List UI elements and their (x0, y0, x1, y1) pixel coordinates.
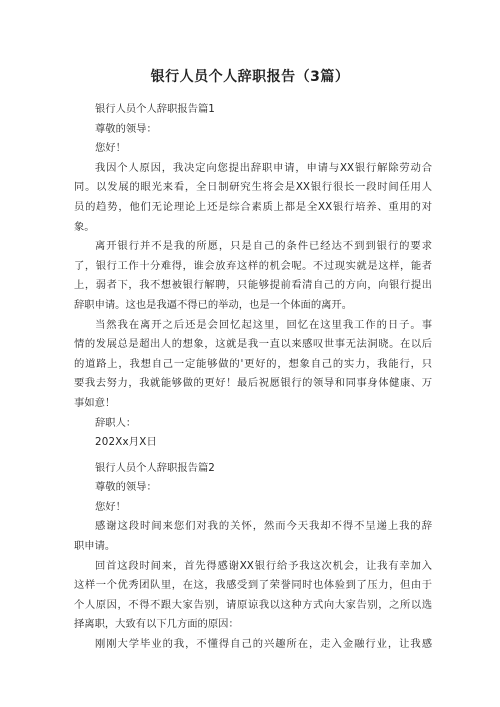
paragraph-line: 辞职申请。这也是我逼不得已的举动，也是一个体面的离开。 (74, 298, 353, 311)
paragraph-line: 感谢这段时间来您们对我的关怀，然而今天我却不得不呈递上我的辞 (95, 520, 432, 533)
greeting: 您好！ (95, 500, 126, 513)
section-heading-2: 银行人员个人辞职报告篇2 (95, 461, 215, 474)
paragraph-line: 了，银行工作十分难得，谁会放弃这样的机会呢。不过现实就是这样，能者 (74, 259, 432, 272)
paragraph-line: 象。 (74, 220, 95, 233)
paragraph-line: 择离职，大致有以下几方面的原因： (74, 618, 239, 631)
document-title: 银行人员个人辞职报告（3篇） (150, 69, 350, 85)
paragraph-line: 职申请。 (74, 540, 116, 553)
paragraph-line: 的道路上，我想自己一定能够做的'更好的，想象自己的实力，我能行，只 (74, 357, 432, 370)
date-line: 202Xx月X日 (95, 436, 158, 449)
paragraph-line: 情的发展总是超出人的想象，这就是我一直以来感叹世事无法洞晓。在以后 (74, 338, 432, 351)
greeting: 您好！ (95, 142, 126, 155)
document-body (74, 100, 432, 655)
paragraph-line: 这样一个优秀团队里，在这，我感受到了荣誉同时也体验到了压力，但由于 (74, 579, 432, 592)
paragraph-line: 要我去努力，我就能够做的更好！最后祝愿银行的领导和同事身体健康、万 (74, 377, 432, 390)
paragraph-line: 回首这段时间来，首先得感谢XX银行给予我这次机会，让我有幸加入 (95, 559, 432, 572)
paragraph-line: 个人原因，不得不跟大家告别，请原谅我以这种方式向大家告别，之所以选 (74, 598, 432, 611)
paragraph-line: 事如意！ (74, 396, 116, 409)
paragraph-line: 上，弱者下，我不想被银行解聘，只能够提前看清自己的方向，向银行提出 (74, 279, 432, 292)
paragraph-line: 离开银行并不是我的所愿，只是自己的条件已经达不到到银行的要求 (95, 240, 432, 253)
paragraph-line: 员的趋势，他们无论理论上还是综合素质上都是全XX银行培养、重用的对 (74, 200, 432, 213)
paragraph-line: 我因个人原因，我决定向您提出辞职申请，申请与XX银行解除劳动合 (95, 161, 432, 174)
section-heading-1: 银行人员个人辞职报告篇1 (95, 103, 215, 115)
salutation: 尊敬的领导： (95, 481, 157, 494)
paragraph-line: 刚刚大学毕业的我，不懂得自己的兴趣所在，走入金融行业，让我感 (95, 638, 432, 651)
paragraph-line: 当然我在离开之后还是会回忆起这里，回忆在这里我工作的日子。事 (95, 318, 432, 331)
salutation: 尊敬的领导： (95, 122, 157, 135)
paragraph-line: 同。以发展的眼光来看，全日制研究生将会是XX银行很长一段时间任用人 (74, 181, 432, 194)
signature-label: 辞职人： (95, 416, 137, 429)
